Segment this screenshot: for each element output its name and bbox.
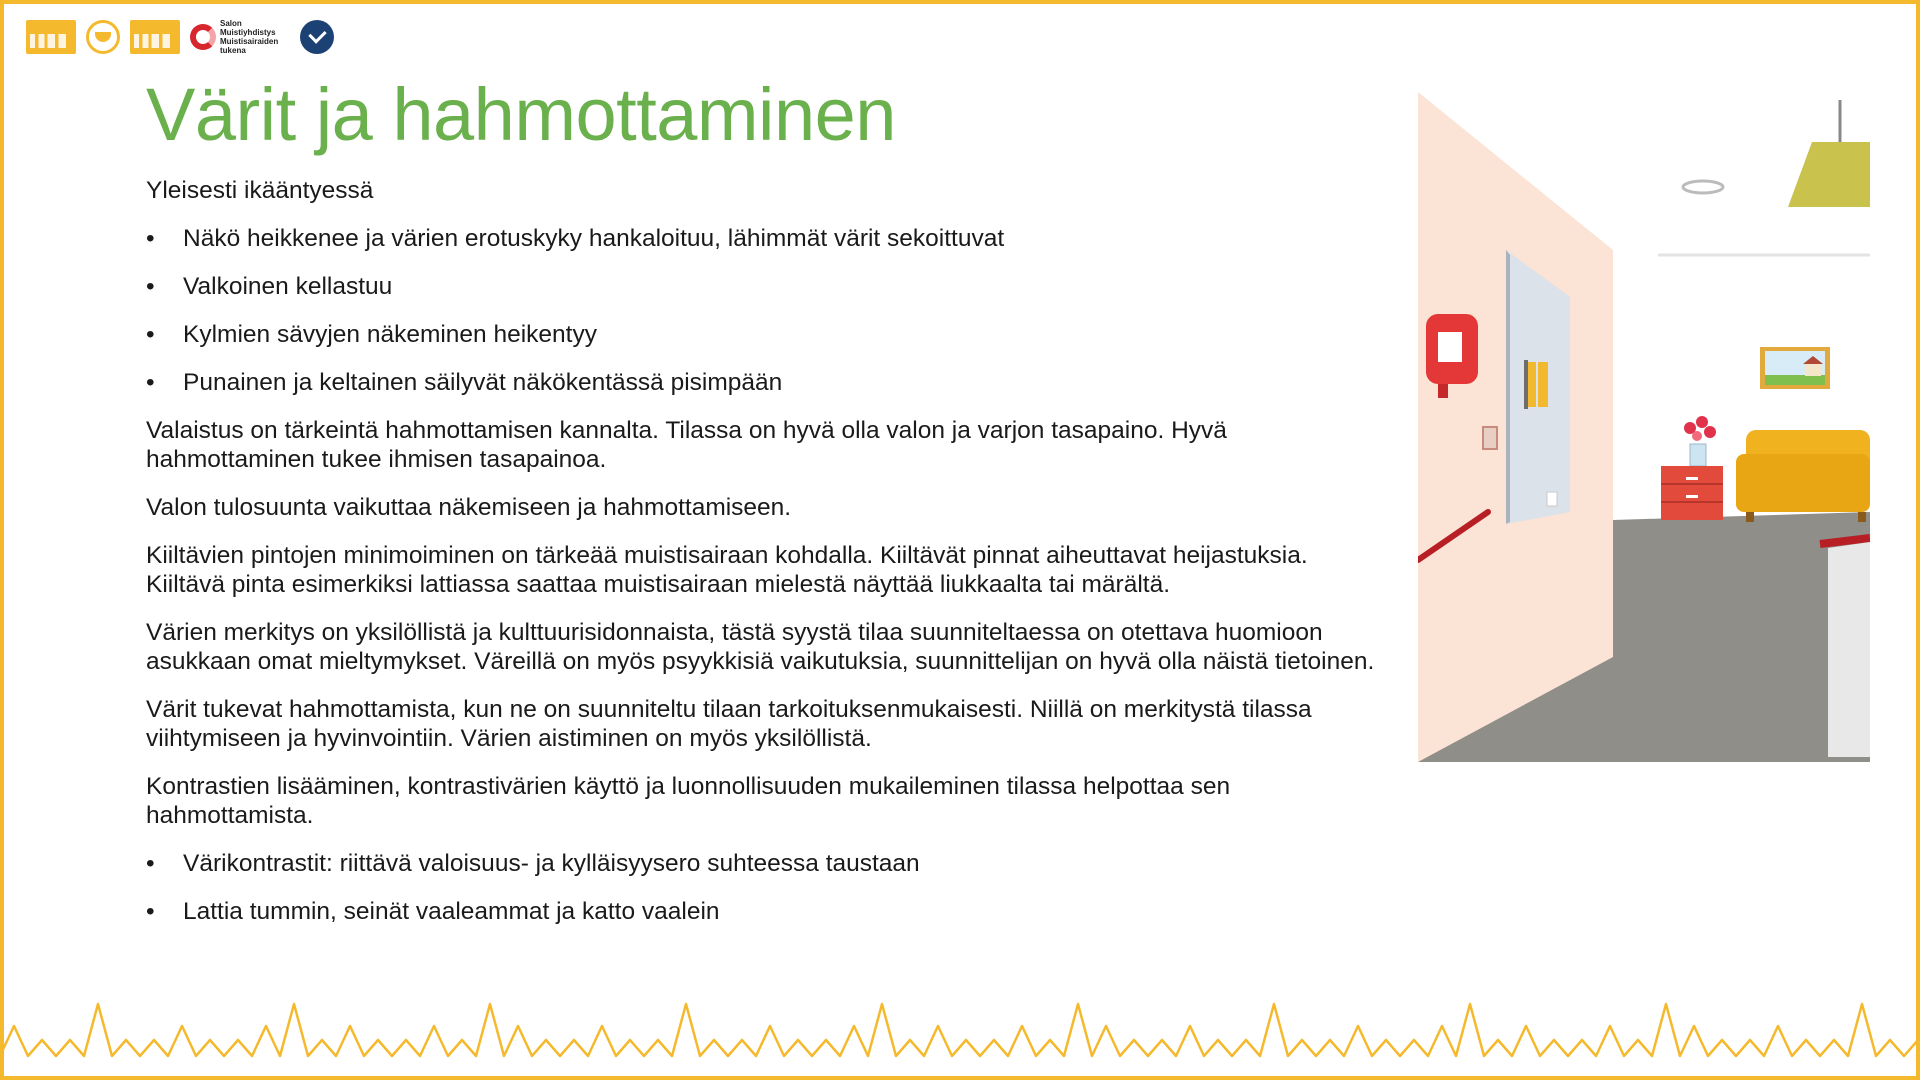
skyline-logo-2 [130,20,180,54]
paragraph: Kontrastien lisääminen, kontrastivärien käyttö ja luonnollisuuden mukaileminen tilassa helpottaa sen hahmottamista. [146,773,1231,829]
room-illustration [1418,92,1870,762]
muistiyhdistys-logo-text: Salon Muistiyhdistys Muistisairaiden tukena [220,19,279,55]
bullet-item: • Lattia tummin, seinät vaaleammat ja katto vaalein [146,897,1381,926]
paragraph: Valon tulosuunta vaikuttaa näkemiseen ja hahmottamiseen. [146,494,792,521]
slide-content [146,176,1381,945]
paragraph: Kiiltävien pintojen minimoiminen on tärkeää muistisairaan kohdalla. Kiiltävät pinnat aiheuttavat heijastuksia. Kiiltävä pinta esimerkiksi lattiassa saattaa muistisairaan mielestä näyttää liukkaalta tai märältä. [146,542,1308,598]
skyline-logo-1 [26,20,76,54]
bullet-item: • Värikontrastit: riittävä valoisuus- ja kylläisyysero suhteessa taustaan [146,849,1381,878]
bullet-item: • Näkö heikkenee ja värien erotuskyky hankaloituu, lähimmät värit sekoittuvat [146,224,1381,253]
muistiyhdistys-mark-icon [190,24,216,50]
bullet-item: • Valkoinen kellastuu [146,272,1381,301]
bullet-item: • Punainen ja keltainen säilyvät näkökentässä pisimpään [146,368,1381,397]
slide-title: Värit ja hahmottaminen [146,73,896,156]
skyline-decoration [0,996,1920,1066]
round-logo [86,20,120,54]
muistiyhdistys-logo [190,20,290,54]
paragraph: Valaistus on tärkeintä hahmottamisen kannalta. Tilassa on hyvä olla valon ja varjon tasapaino. Hyvä hahmottaminen tukee ihmisen tasapainoa. [146,417,1227,473]
logo-bar [26,14,334,60]
intro-text: Yleisesti ikääntyessä [146,177,374,204]
badge-logo [300,20,334,54]
bullet-item: • Kylmien sävyjen näkeminen heikentyy [146,320,1381,349]
paragraph: Värien merkitys on yksilöllistä ja kulttuurisidonnaista, tästä syystä tilaa suunniteltaessa on otettava huomioon asukkaan omat mieltymykset. Väreillä on myös psyykkisiä vaikutuksia, suunnittelijan on hyvä olla näistä tietoinen. [146,619,1375,675]
paragraph: Värit tukevat hahmottamista, kun ne on suunniteltu tilaan tarkoituksenmukaisesti. Niillä on merkitystä tilassa viihtymiseen ja hyvinvointiin. Värien aistiminen on myös yksilöllistä. [146,696,1312,752]
